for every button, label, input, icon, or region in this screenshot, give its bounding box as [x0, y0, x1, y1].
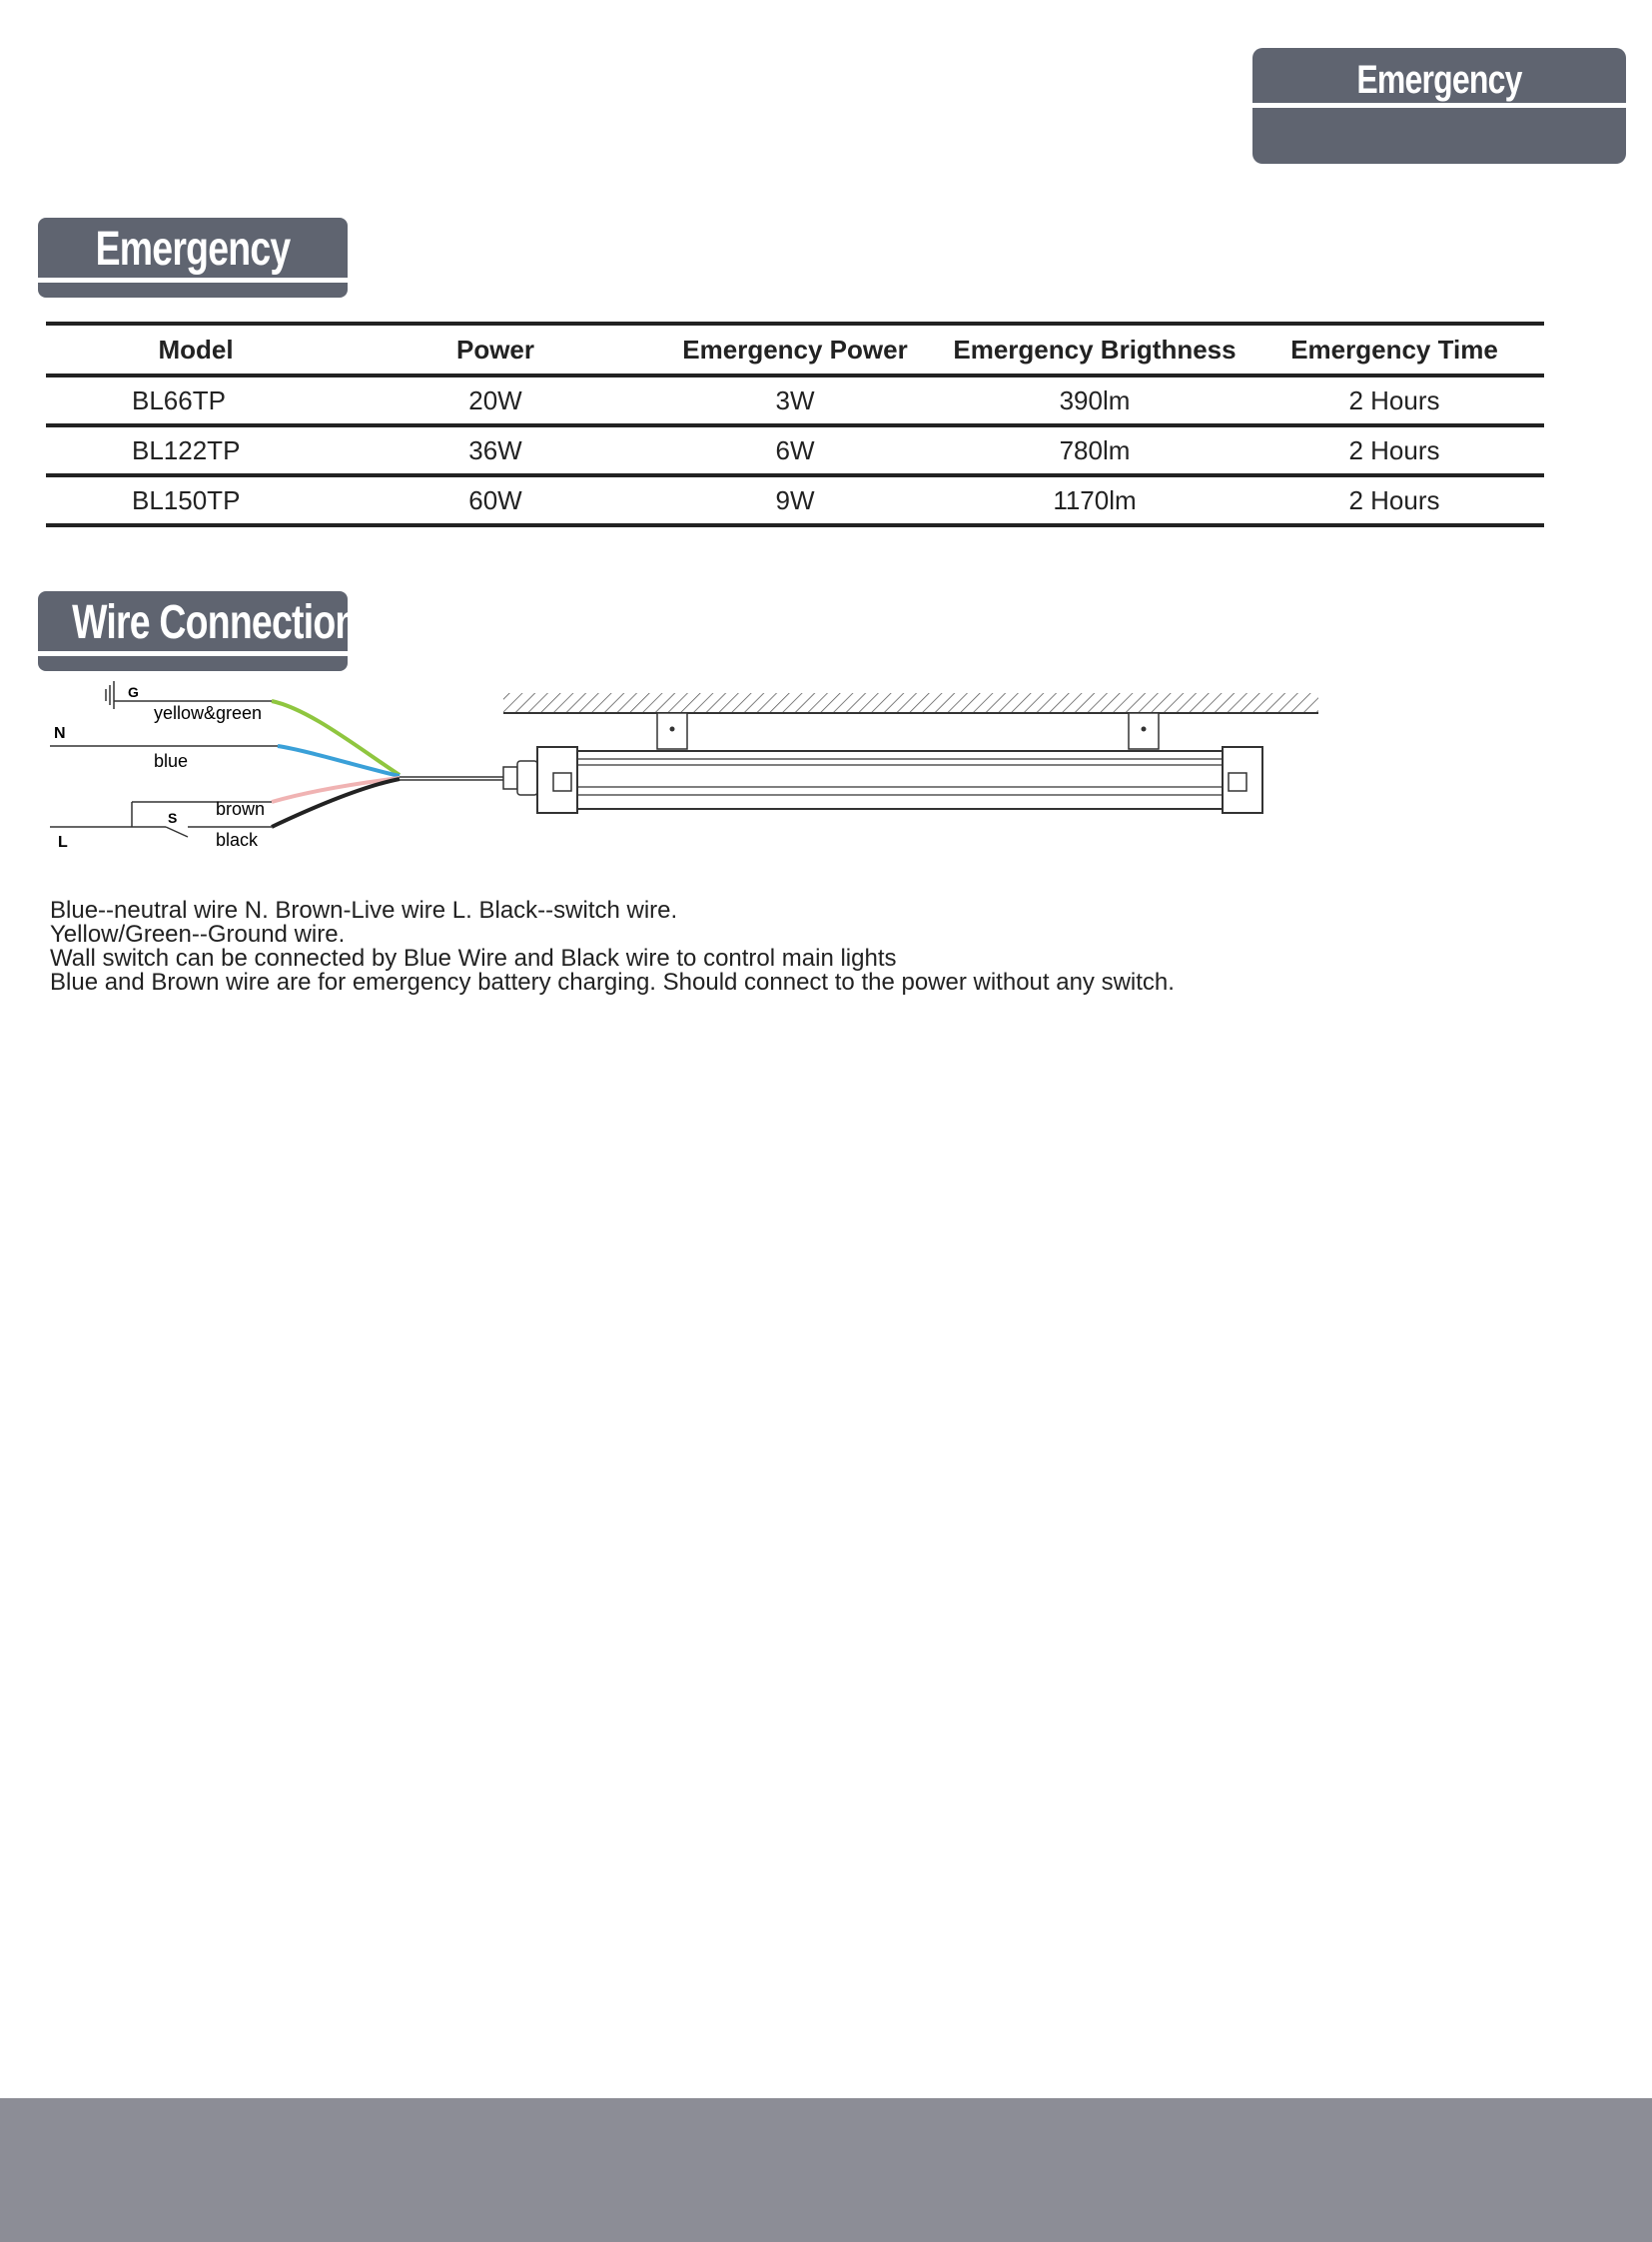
- table-row: [46, 475, 1544, 525]
- switch-label: S: [168, 810, 178, 826]
- note-line: Yellow/Green--Ground wire.: [50, 921, 346, 948]
- column-header-model: Model: [158, 334, 234, 365]
- cable-gland-tip: [503, 767, 517, 789]
- cell-emergency-time: 2 Hours: [1348, 434, 1440, 465]
- cell-emergency-time: 2 Hours: [1348, 384, 1440, 415]
- cable-gland-nut: [517, 761, 537, 795]
- blue-label: blue: [154, 751, 189, 771]
- cell-emergency-brightness: 390lm: [1059, 384, 1131, 415]
- table-row: [46, 425, 1544, 475]
- page-category-tab: [1252, 48, 1626, 164]
- clip-screw-icon: [670, 727, 675, 732]
- column-header-emergency-time: Emergency Time: [1290, 334, 1498, 365]
- cell-model: BL122TP: [132, 434, 241, 465]
- column-header-power: Power: [455, 334, 535, 365]
- ceiling-hatch: [503, 693, 1318, 713]
- table-header-row: [46, 324, 1544, 375]
- brown-label: brown: [216, 799, 266, 819]
- note-line: Wall switch can be connected by Blue Wire and Black wire to control main lights: [50, 945, 897, 972]
- page-category-label: Emergency: [1356, 58, 1522, 102]
- cell-emergency-brightness: 1170lm: [1053, 484, 1137, 515]
- table-row: [46, 375, 1544, 425]
- header-stripe: [38, 651, 348, 656]
- cell-power: 20W: [468, 384, 522, 415]
- end-cap-latch-left: [553, 773, 571, 791]
- wire-connection-diagram: [40, 679, 1328, 869]
- emergency-section-title: Emergency: [95, 223, 291, 276]
- note-line: Blue and Brown wire are for emergency battery charging. Should connect to the power without any switch.: [50, 969, 1175, 996]
- tab-stripe: [1252, 103, 1626, 108]
- wiring-notes: [50, 899, 1498, 995]
- column-header-emergency-brightness: Emergency Brigthness: [953, 334, 1237, 365]
- column-header-emergency-power: Emergency Power: [682, 334, 908, 365]
- emergency-spec-table: [46, 322, 1544, 527]
- footer-bar: [0, 2098, 1652, 2242]
- cell-emergency-time: 2 Hours: [1348, 484, 1440, 515]
- cell-emergency-power: 6W: [775, 434, 815, 465]
- end-cap-latch-right: [1229, 773, 1246, 791]
- neutral-label: N: [54, 725, 66, 742]
- cell-model: BL150TP: [132, 484, 241, 515]
- cell-power: 60W: [468, 484, 522, 515]
- switch-lever: [166, 827, 188, 837]
- tube-fixture-body: [537, 751, 1262, 809]
- clip-screw-icon: [1142, 727, 1147, 732]
- live-label: L: [58, 834, 68, 851]
- yellow-green-label: yellow&green: [154, 703, 263, 723]
- yellow-green-wire: [272, 701, 400, 775]
- note-line: Blue--neutral wire N. Brown-Live wire L. Black--switch wire.: [50, 897, 678, 924]
- ground-symbol-icon: [106, 681, 114, 709]
- cell-emergency-power: 3W: [775, 384, 815, 415]
- black-label: black: [216, 830, 259, 850]
- cell-emergency-power: 9W: [775, 484, 815, 515]
- cell-model: BL66TP: [132, 384, 226, 415]
- wire-connection-section-title: Wire Connection: [72, 596, 358, 649]
- wire-connection-section-header: [38, 591, 358, 671]
- header-stripe: [38, 278, 348, 283]
- emergency-section-header: [38, 218, 348, 298]
- ground-label: G: [128, 684, 139, 700]
- cell-emergency-brightness: 780lm: [1059, 434, 1131, 465]
- cell-power: 36W: [468, 434, 522, 465]
